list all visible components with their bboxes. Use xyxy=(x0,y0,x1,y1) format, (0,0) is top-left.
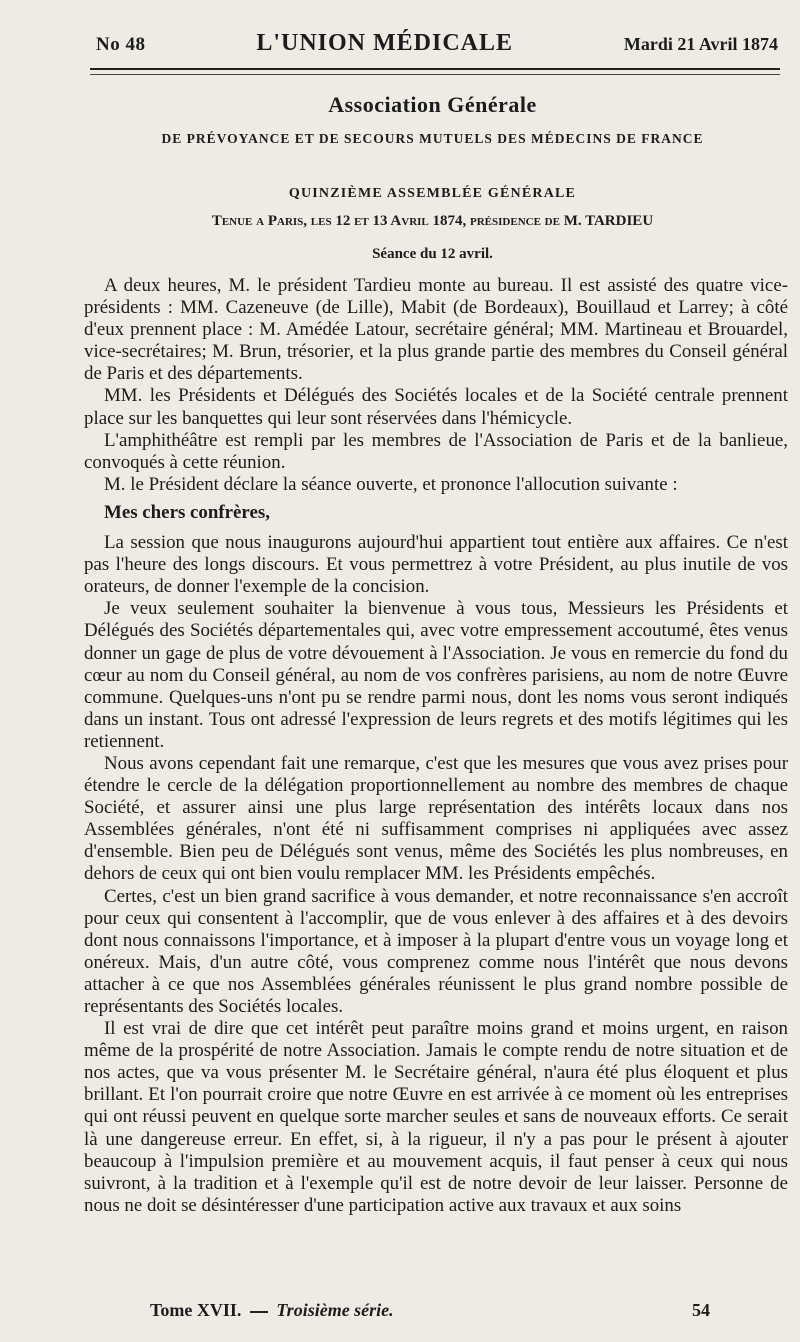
paragraph: La session que nous inaugurons aujourd'hui appartient tout entière aux affaires. Ce n'est pas l'heure des longs discours. Et vous permettrez à votre Président, au plus inutile de vos orateurs, de donner l'exemple de la concision. xyxy=(84,532,788,598)
paragraph: Je veux seulement souhaiter la bienvenue à vous tous, Messieurs les Présidents et Délégués des Sociétés départementales qui, avec votre empressement accoutumé, êtes venus donner un gage de plus de votre dévouement à l'Association. Je vous en remercie du fond du cœur au nom du Conseil général, au nom de vos confrères parisiens, au nom de notre Œuvre commune. Quelques-uns n'ont pu se rendre parmi nous, dont les noms vous seront indiqués dans un instant. Tous ont adressé l'expression de leurs regrets et des motifs légitimes qui les retiennent. xyxy=(84,598,788,752)
header-rule-thin xyxy=(90,74,780,75)
journal-title: L'UNION MÉDICALE xyxy=(256,30,514,56)
paragraph: M. le Président déclare la séance ouverte, et prononce l'allocution suivante : xyxy=(104,473,678,495)
assembly-heading: QUINZIÈME ASSEMBLÉE GÉNÉRALE xyxy=(288,186,577,201)
association-title: Association Générale xyxy=(328,92,537,117)
salutation: Mes chers confrères, xyxy=(104,501,270,523)
article-body xyxy=(84,275,788,1217)
page-footer xyxy=(150,1300,710,1321)
paragraph: Nous avons cependant fait une remarque, c'est que les mesures que vous avez prises pour étendre le cercle de la délégation proportionnellement au nombre des membres de chaque Société, et assurer ainsi une plus large représentation des intérêts locaux dans nos Assemblées générales, n'ont été ni suffisamment comprises ni appliquées avec assez d'ensemble. Bien peu de Délégués sont venus, même des Sociétés les plus nombreuses, en dehors de ceux qui ont bien voulu remplacer MM. les Présidents empêchés. xyxy=(84,752,788,885)
header-rule xyxy=(90,68,780,70)
page-number: 54 xyxy=(692,1300,710,1320)
running-header xyxy=(96,30,778,62)
volume-label: Tome XVII. xyxy=(150,1300,242,1320)
series-label: Troisième série. xyxy=(276,1300,394,1320)
dash-divider xyxy=(250,1311,268,1313)
paragraph: A deux heures, M. le président Tardieu monte au bureau. Il est assisté des quatre vice-présidents : MM. Cazeneuve (de Lille), Mabit (de Bordeaux), Bouillaud et Larrey; à côté d'eux prennent place : M. Amédée Latour, secrétaire général; MM. Martineau et Brouardel, vice-secrétaires; M. Brun, trésorier, et la plus grande partie des membres du Conseil général de Paris et des départements. xyxy=(84,275,788,385)
issue-number: No 48 xyxy=(96,34,146,55)
issue-date: Mardi 21 Avril 1874 xyxy=(623,34,778,54)
paragraph: Il est vrai de dire que cet intérêt peut paraître moins grand et moins urgent, en raison même de la prospérité de notre Association. Jamais le compte rendu de notre situation et de nos actes, que va vous présenter M. le Secrétaire général, n'aura été plus éloquent et plus brillant. Et l'on pourrait croire que notre Œuvre en est arrivée à ce moment où les entreprises qui ont réussi peuvent en quelque sorte marcher seules et sans de nouveaux efforts. Ce serait là une dangereuse erreur. En effet, si, à la rigueur, il n'y a pas pour le présent à ajouter beaucoup à l'impulsion première et au mouvement acquis, il faut penser à ceux qui nous suivront, à la tradition et à l'exemple qu'il est de notre devoir de leur laisser. Personne de nous ne doit se désintéresser d'une participation active aux travaux et aux soins xyxy=(84,1018,788,1216)
volume-info xyxy=(150,1300,394,1321)
association-subtitle: DE PRÉVOYANCE ET DE SECOURS MUTUELS DES MÉDECINS DE FRANCE xyxy=(161,131,704,146)
session-date: Séance du 12 avril. xyxy=(372,246,493,262)
assembly-held-line: Tenue a Paris, les 12 et 13 Avril 1874, présidence de M. TARDIEU xyxy=(211,213,654,229)
paragraph: Certes, c'est un bien grand sacrifice à vous demander, et notre reconnaissance s'en accroît pour ceux qui consentent à l'accomplir, que de vous enlever à des affaires et à des devoirs dont nous connaissons l'importance, et à imposer à la plupart d'entre vous un voyage long et onéreux. Mais, d'un autre côté, vous comprenez comme nous l'intérêt que nous devons attacher à ce que nos Assemblées générales réunissent le plus grand nombre possible de représentants des Sociétés locales. xyxy=(84,885,788,1017)
paragraph: MM. les Présidents et Délégués des Sociétés locales et de la Société centrale prennent place sur les banquettes qui leur sont réservées dans l'hémicycle. xyxy=(84,385,788,429)
paragraph: L'amphithéâtre est rempli par les membres de l'Association de Paris et de la banlieue, convoqués à cette réunion. xyxy=(84,429,788,473)
